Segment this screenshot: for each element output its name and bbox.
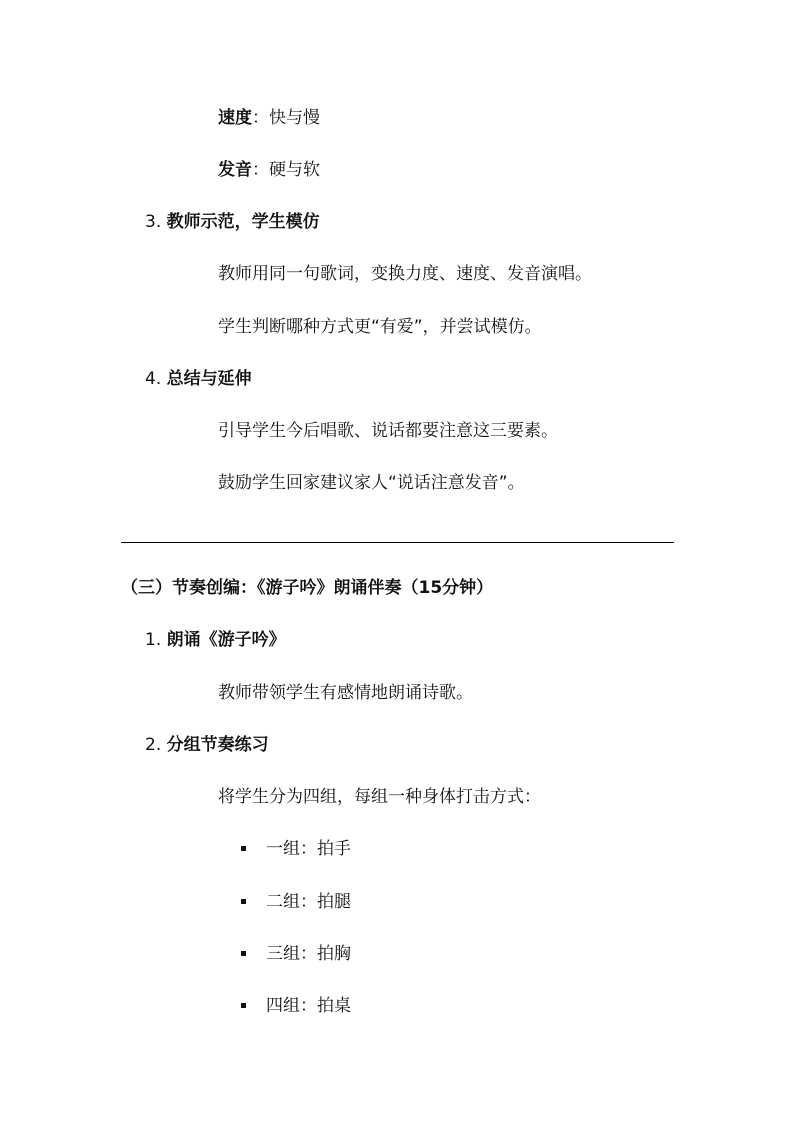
step-4-line-2: 鼓励学生回家建议家人“说话注意发音”。	[218, 473, 525, 493]
pronunciation-text: ：硬与软	[252, 160, 320, 180]
speed-item	[218, 107, 320, 129]
sec3-step-2-number: 2.	[145, 735, 162, 755]
step-4-line-1: 引导学生今后唱歌、说话都要注意这三要素。	[218, 421, 558, 441]
sec3-step-2-intro: 将学生分为四组，每组一种身体打击方式：	[218, 787, 541, 807]
step-3-number: 3.	[145, 212, 162, 232]
sec3-step-2-title: 分组节奏练习	[166, 735, 269, 755]
pronunciation-item	[218, 159, 320, 181]
step-3-line-2: 学生判断哪种方式更“有爱”，并尝试模仿。	[218, 317, 542, 337]
bullet-square-icon	[241, 1003, 246, 1008]
group-item-1: 一组：拍手	[266, 839, 351, 859]
step-3-line-1: 教师用同一句歌词，变换力度、速度、发音演唱。	[218, 264, 592, 284]
bullet-square-icon	[241, 951, 246, 956]
speed-label: 速度	[218, 108, 252, 128]
group-item-3: 三组：拍胸	[266, 944, 351, 964]
pronunciation-label: 发音	[218, 160, 252, 180]
step-4-title: 总结与延伸	[166, 369, 252, 389]
sec3-step-1-line-1: 教师带领学生有感情地朗诵诗歌。	[218, 683, 473, 703]
step-4-number: 4.	[145, 369, 162, 389]
step-3-title: 教师示范，学生模仿	[166, 212, 320, 232]
group-item-2: 二组：拍腿	[266, 892, 351, 912]
sec3-step-1-title: 朗诵《游子吟》	[166, 630, 286, 650]
step-3-heading	[145, 211, 320, 233]
bullet-square-icon	[241, 899, 246, 904]
sec3-step-1-heading	[145, 629, 286, 651]
section-3-heading: （三）节奏创编：《游子吟》朗诵伴奏（15分钟）	[121, 578, 494, 598]
section-divider	[121, 542, 674, 543]
sec3-step-2-heading	[145, 734, 269, 756]
speed-text: ：快与慢	[252, 108, 320, 128]
bullet-square-icon	[241, 846, 246, 851]
sec3-step-1-number: 1.	[145, 630, 162, 650]
group-item-4: 四组：拍桌	[266, 996, 351, 1016]
step-4-heading	[145, 368, 252, 390]
